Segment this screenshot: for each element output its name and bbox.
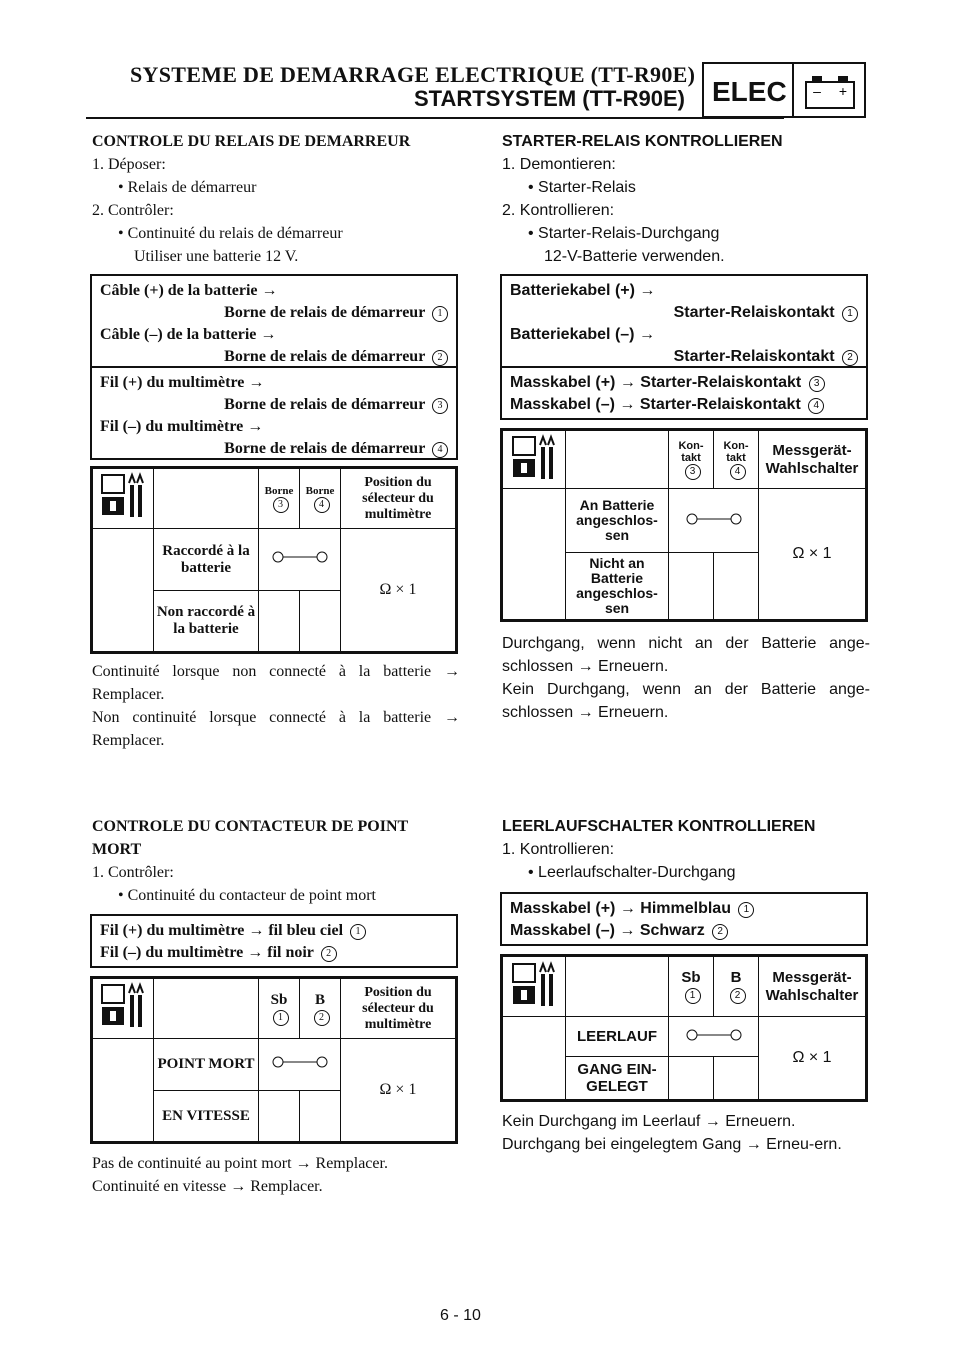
callout-1: 1 bbox=[432, 306, 448, 322]
continuity-symbol bbox=[259, 1039, 341, 1091]
step-item: • Relais de démarreur bbox=[118, 179, 257, 196]
fr-relay-spec1: Câble (+) de la batterie → Borne de relais de démarreur 1 Câble (–) de la batterie → Borne de relais de démarreur 2 bbox=[90, 274, 458, 368]
step-note: Utiliser une batterie 12 V. bbox=[134, 248, 299, 265]
continuity-symbol bbox=[669, 489, 759, 553]
section-title: CONTROLE DU RELAIS DE DEMARREUR bbox=[92, 133, 411, 150]
header-title-de: STARTSYSTEM (TT-R90E) bbox=[414, 86, 685, 111]
step: 1. Déposer: bbox=[92, 156, 166, 173]
fr-neutral-section: CONTROLE DU CONTACTEUR DE POINT MORT 1. Contrôler: • Continuité du contacteur de point mort bbox=[92, 815, 460, 907]
fr-relay-section bbox=[92, 130, 460, 268]
svg-text:–: – bbox=[813, 83, 821, 99]
header-rule bbox=[86, 117, 784, 119]
elec-label: ELEC bbox=[712, 76, 787, 107]
callout-2: 2 bbox=[432, 350, 448, 366]
fr-relay-table: Borne 3 Borne 4 Position du sélecteur du multimètre Raccordé à la batterie Ω × 1 Non raccordé à la batterie bbox=[90, 466, 458, 654]
fr-relay-spec2: Fil (+) du multimètre → Borne de relais de démarreur 3 Fil (–) du multimètre → Borne de relais de démarreur 4 bbox=[90, 366, 458, 460]
callout-4: 4 bbox=[432, 442, 448, 458]
de-relay-spec1: Batteriekabel (+) → Starter-Relaiskontakt 1 Batteriekabel (–) → Starter-Relaiskontakt 2 bbox=[500, 274, 868, 368]
multimeter-icon bbox=[503, 957, 566, 1017]
callout-3: 3 bbox=[432, 398, 448, 414]
de-relay-spec2: Masskabel (+) → Starter-Relaiskontakt 3 Masskabel (–) → Starter-Relaiskontakt 4 bbox=[500, 366, 868, 420]
section-title: STARTER-RELAIS KONTROLLIEREN bbox=[502, 133, 783, 150]
header-title-fr: SYSTEME DE DEMARRAGE ELECTRIQUE (TT-R90E) bbox=[130, 62, 696, 87]
battery-icon bbox=[804, 74, 856, 110]
de-relay-notes: Durchgang, wenn nicht an der Batterie ange-schlossen → Erneuern. Kein Durchgang, wenn an der Batterie ange-schlossen → Erneuern. bbox=[502, 635, 870, 721]
de-neutral-spec: Masskabel (+) → Himmelblau 1 Masskabel (–) → Schwarz 2 bbox=[500, 892, 868, 946]
section-title: LEERLAUFSCHALTER KONTROLLIEREN bbox=[502, 818, 816, 835]
fr-neutral-spec: Fil (+) du multimètre → fil bleu ciel 1 Fil (–) du multimètre → fil noir 2 bbox=[90, 914, 458, 968]
fr-relay-notes: Continuité lorsque non connecté à la batterie → Remplacer. Non continuité lorsque connecté à la batterie → Remplacer. bbox=[92, 663, 460, 749]
de-relay-table: Kon-takt 3 Kon-takt 4 Messgerät-Wahlschalter An Batterie angeschlos-sen Ω × 1 Nicht an Batterie angeschlos-sen bbox=[500, 428, 868, 622]
svg-text:+: + bbox=[838, 83, 848, 99]
step: 2. Contrôler: bbox=[92, 202, 174, 219]
multimeter-icon bbox=[503, 431, 566, 489]
de-neutral-section: LEERLAUFSCHALTER KONTROLLIEREN 1. Kontrollieren: • Leerlaufschalter-Durchgang bbox=[502, 815, 870, 884]
step-item: • Continuité du relais de démarreur bbox=[118, 225, 343, 242]
de-neutral-table: Sb 1 B 2 Messgerät-Wahlschalter LEERLAUF Ω × 1 GANG EIN-GELEGT bbox=[500, 954, 868, 1102]
fr-neutral-notes: Pas de continuité au point mort → Remplacer. Continuité en vitesse → Remplacer. bbox=[92, 1155, 388, 1195]
elec-badge bbox=[702, 62, 866, 118]
section-title: CONTROLE DU CONTACTEUR DE POINT MORT bbox=[92, 818, 408, 858]
multimeter-icon bbox=[93, 979, 154, 1039]
continuity-symbol bbox=[259, 529, 341, 591]
page-number: 6 - 10 bbox=[440, 1307, 481, 1324]
fr-neutral-table: Sb 1 B 2 Position du sélecteur du multimètre POINT MORT Ω × 1 EN VITESSE bbox=[90, 976, 458, 1144]
continuity-symbol bbox=[669, 1017, 759, 1057]
de-neutral-notes: Kein Durchgang im Leerlauf → Erneuern. Durchgang bei eingelegtem Gang → Erneu-ern. bbox=[502, 1113, 842, 1153]
de-relay-section: STARTER-RELAIS KONTROLLIEREN 1. Demontieren: • Starter-Relais 2. Kontrollieren: • Starter-Relais-Durchgang 12-V-Batterie verwenden. bbox=[502, 130, 870, 268]
multimeter-icon bbox=[93, 469, 154, 529]
